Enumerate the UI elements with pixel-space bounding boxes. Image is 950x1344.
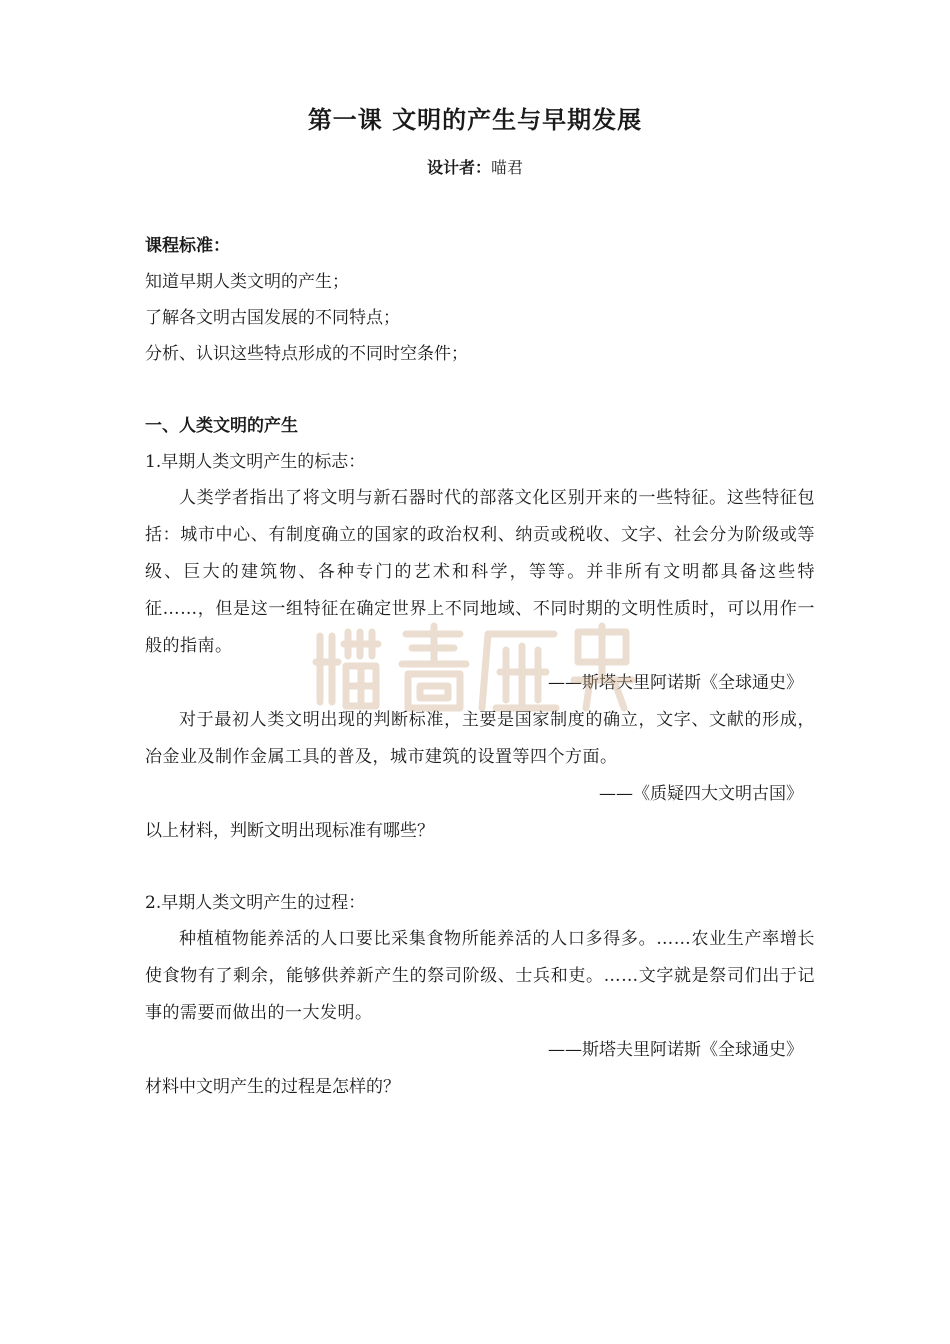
standards-item: 分析、认识这些特点形成的不同时空条件； [145,344,468,364]
quote-source: ——斯塔夫里阿诺斯《全球通史》 [548,673,803,693]
quote-source: ——《质疑四大文明古国》 [599,784,803,804]
quote-paragraph: 人类学者指出了将文明与新石器时代的部落文化区别开来的一些特征。这些特征包括：城市中心、有制度确立的国家的政治权利、纳贡或税收、文字、社会分为阶级或等级、巨大的建筑物、各种专门的艺术和科学，等等。并非所有文明都具备这些特征……，但是这一组特征在确定世界上不同地域、不同时期的文明性质时，可以用作一般的指南。 [145,488,815,656]
quote-paragraph: 对于最初人类文明出现的判断标准，主要是国家制度的确立，文字、文献的形成，冶金业及制作金属工具的普及，城市建筑的设置等四个方面。 [145,710,815,767]
quote-paragraph: 种植植物能养活的人口要比采集食物所能养活的人口多得多。……农业生产率增长使食物有了剩余，能够供养新产生的祭司阶级、士兵和吏。……文字就是祭司们出于记事的需要而做出的一大发明。 [145,929,815,1023]
page-title: 第一课 文明的产生与早期发展 [307,106,643,134]
designer-label: 设计者： [426,158,491,177]
watermark-seal-text [310,622,640,714]
standards-item: 知道早期人类文明的产生； [145,272,349,292]
subsection-heading: 2.早期人类文明产生的过程： [145,893,366,913]
standards-heading: 课程标准： [145,236,230,256]
subsection-heading: 1.早期人类文明产生的标志： [145,452,366,472]
question-text: 材料中文明产生的过程是怎样的？ [145,1077,400,1097]
designer-line [0,155,950,178]
designer-name: 喵君 [491,158,524,177]
quote-source: ——斯塔夫里阿诺斯《全球通史》 [548,1040,803,1060]
question-text: 以上材料，判断文明出现标准有哪些？ [145,821,434,841]
standards-item: 了解各文明古国发展的不同特点； [145,308,400,328]
section-heading: 一、人类文明的产生 [145,416,298,436]
